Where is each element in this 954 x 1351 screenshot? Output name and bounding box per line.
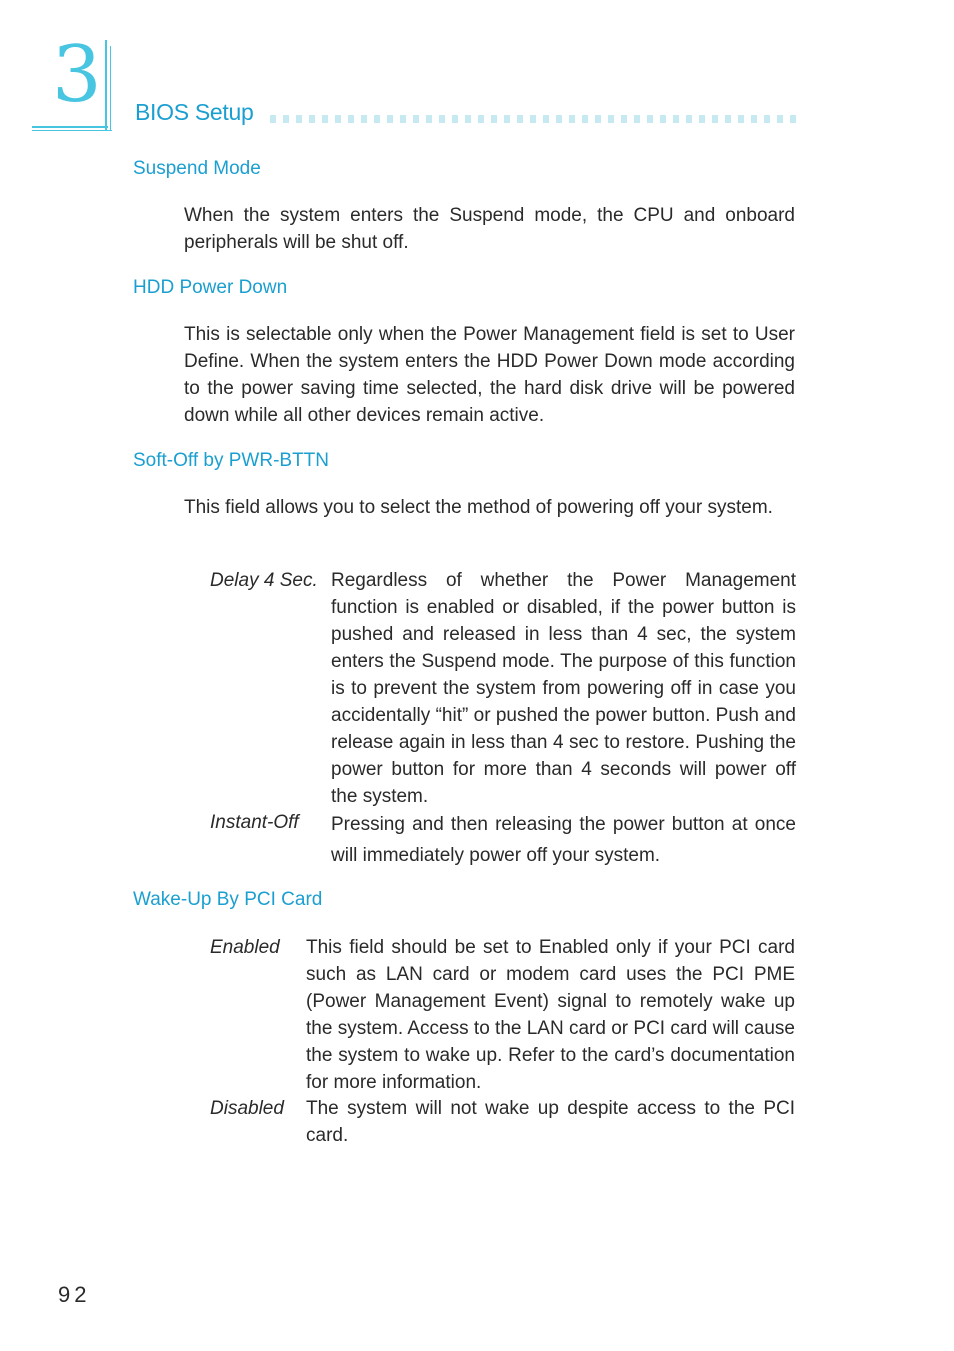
chapter-title: BIOS Setup [135,99,254,125]
section-body-suspend-mode: When the system enters the Suspend mode, the CPU and onboard peripherals will be shut off. [184,205,795,253]
section-heading-suspend-mode: Suspend Mode [133,158,261,179]
option-desc-delay-4-sec: Regardless of whether the Power Management function is enabled or disabled, if the power button is pushed and released in less than 4 sec, the system enters the Suspend mode. The purpose of this function is to prevent the system from powering off in case you accidentally “hit” or pushed the power button. Push and release again in less than 4 sec to restore. Pushing the power button for more than 4 seconds will power off the system. [331,570,796,807]
option-term-disabled: Disabled [210,1098,284,1119]
header-dot-leader [270,115,800,123]
option-term-delay-4-sec: Delay 4 Sec. [210,570,318,591]
section-heading-hdd-power-down: HDD Power Down [133,277,288,298]
chapter-marker [32,30,112,132]
page-number: 92 [58,1282,91,1307]
chapter-number: 3 [52,30,102,120]
option-desc-instant-off: Pressing and then releasing the power button at once will immediately power off your system. [331,814,796,866]
option-term-enabled: Enabled [210,937,280,958]
option-desc-enabled: This field should be set to Enabled only if your PCI card such as LAN card or modem card uses the PCI PME (Power Management Event) signal to remotely wake up the system. Access to the LAN card or PCI card will cause the system to wake up. Refer to the card’s documentation for more information. [306,937,795,1093]
chapter-marker-line [32,126,108,128]
section-heading-soft-off: Soft-Off by PWR-BTTN [133,450,330,471]
option-term-instant-off: Instant-Off [210,812,299,833]
section-body-hdd-power-down: This is selectable only when the Power Management field is set to User Define. When the system enters the HDD Power Down mode according to the power saving time selected, the hard disk drive will be powered down while all other devices remain active. [184,324,795,426]
section-body-soft-off: This field allows you to select the method of powering off your system. [184,497,773,518]
chapter-marker-line [32,130,112,131]
section-heading-wake-up-pci: Wake-Up By PCI Card [133,889,323,910]
chapter-marker-line [105,40,107,130]
option-desc-disabled: The system will not wake up despite access to the PCI card. [306,1098,795,1146]
chapter-marker-line [110,46,111,130]
